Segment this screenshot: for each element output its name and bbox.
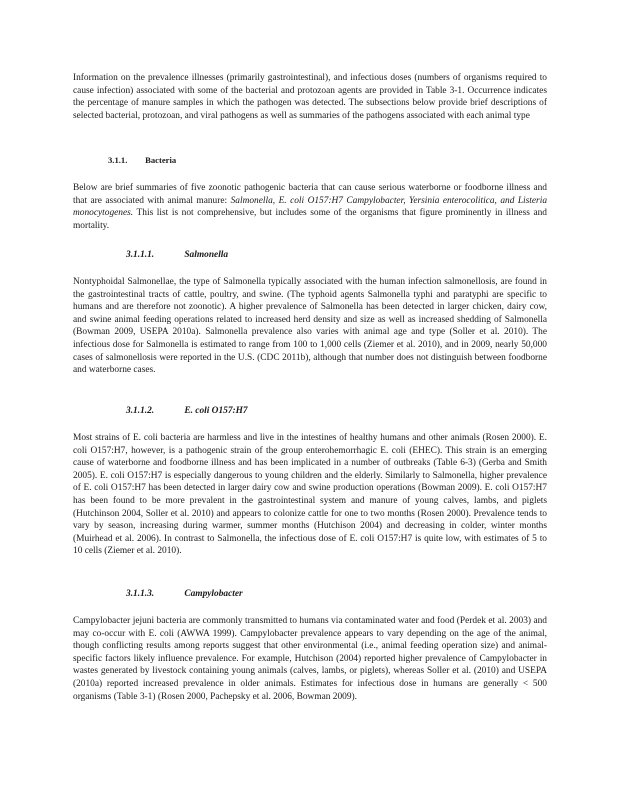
- section-title: Bacteria: [145, 155, 177, 165]
- intro-paragraph: Information on the prevalence illnesses (primarily gastrointestinal), and infectious doses (numbers of organisms required to cause infection) associated with some of the bacterial and protozoan agents are provided in Table 3-1. Occurrence indicates the percentage of manure samples in which the pathogen was detected. The subsections below provide brief descriptions of selected bacterial, protozoan, and viral pathogens as well as summaries of the pathogens associated with each animal type: [73, 73, 547, 121]
- salmonella-paragraph: Nontyphoidal Salmonellae, the type of Salmonella typically associated with the human infection salmonellosis, are found in the gastrointestinal tracts of cattle, poultry, and swine. (The typhoid agents Salmonella typhi and paratyphi are specific to humans and are therefore not zoonotic). A higher prevalence of Salmonella has been detected in larger chicken, dairy cow, and swine animal feeding operations related to increased herd density and size as well as increased shedding of Salmonella (Bowman 2009, USEPA 2010a). Salmonella prevalence also varies with animal age and type (Soller et al. 2010). The infectious dose for Salmonella is estimated to range from 100 to 1,000 cells (Ziemer et al. 2010), and in 2009, nearly 50,000 cases of salmonellosis were reported in the U.S. (CDC 2011b), although that number does not distinguish between foodborne and waterborne cases.: [73, 277, 547, 376]
- ecoli-paragraph: Most strains of E. coli bacteria are harmless and live in the intestines of healthy humans and other animals (Rosen 2000). E. coli O157:H7, however, is a pathogenic strain of the group enterohemorrhagic E. coli (EHEC). This strain is an emerging cause of waterborne and foodborne illness and has been implicated in a number of outbreaks (Table 6-3) (Gerba and Smith 2005). E. coli O157:H7 is especially dangerous to young children and the elderly. Similarly to Salmonella, higher prevalence of E. coli O157:H7 has been detected in larger dairy cow and swine production operations (Bowman 2009). E. coli O157:H7 has been found to be more prevalent in the gastrointestinal system and manure of young calves, lambs, and piglets (Hutchinson 2004, Soller et al. 2010) and appears to colonize cattle for one to two months (Rosen 2000). Prevalence tends to vary by season, increasing during warmer, summer months (Hutchison 2004) and decreasing in colder, winter months (Muirhead et al. 2006). In contrast to Salmonella, the infectious dose of E. coli O157:H7 is quite low, with estimates of 5 to 10 cells (Ziemer et al. 2010).: [73, 433, 547, 557]
- section-number: 3.1.1.: [108, 155, 128, 165]
- section-heading-campylobacter: [126, 589, 243, 599]
- section-number: 3.1.1.3.: [126, 589, 155, 599]
- section-number: 3.1.1.2.: [126, 406, 155, 416]
- bacteria-tail: This list is not comprehensive, but includes some of the organisms that figure prominently in illness and mortality.: [73, 208, 547, 231]
- campylobacter-paragraph: Campylobacter jejuni bacteria are commonly transmitted to humans via contaminated water and food (Perdek et al. 2003) and may co-occur with E. coli (AWWA 1999). Campylobacter prevalence appears to vary depending on the age of the animal, though conflicting results among reports suggest that other environmental (i.e., animal feeding operation size) and animal-specific factors likely influence prevalence. For example, Hutchison (2004) reported higher prevalence of Campylobacter in wastes generated by livestock containing young animals (calves, lambs, or piglets), whereas Soller et al. (2010) and USEPA (2010a) reported increased prevalence in older animals. Estimates for infectious dose in humans are generally < 500 organisms (Table 3-1) (Rosen 2000, Pachepsky et al. 2006, Bowman 2009).: [73, 616, 547, 702]
- bacteria-paragraph: [73, 182, 547, 232]
- section-title: Campylobacter: [184, 589, 243, 599]
- section-heading-salmonella: [126, 250, 228, 260]
- section-heading-ecoli: [126, 406, 248, 416]
- bacteria-organisms: Salmonella, E. coli O157:H7 Campylobacter, Yersinia enterocolitica, and Listeria monocytogenes.: [73, 195, 548, 219]
- section-number: 3.1.1.1.: [126, 250, 155, 260]
- section-heading-bacteria: [108, 155, 176, 165]
- section-title: E. coli O157:H7: [184, 406, 248, 416]
- bacteria-lead: Below are brief summaries of five zoonotic pathogenic bacteria that can cause serious waterborne or foodborne illness and that are associated with animal manure:: [73, 183, 547, 206]
- section-title: Salmonella: [184, 250, 229, 260]
